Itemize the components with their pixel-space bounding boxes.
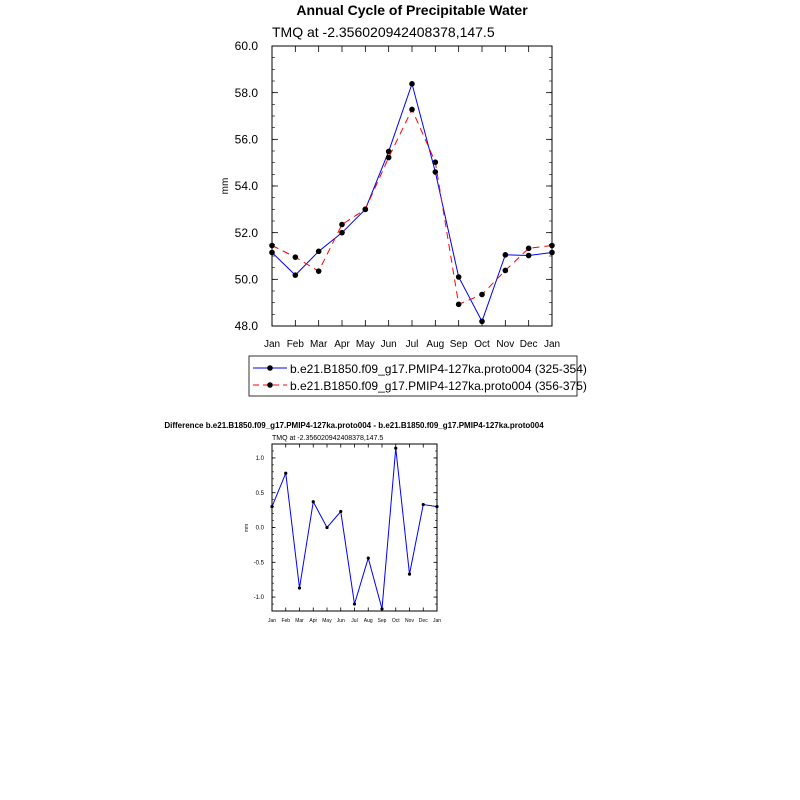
main-series-2-point bbox=[363, 207, 369, 213]
diff-chart-subtitle: TMQ at -2.356020942408378,147.5 bbox=[272, 435, 384, 442]
diff-plot-area bbox=[254, 444, 442, 624]
main-x-tick-label: Jun bbox=[380, 339, 397, 350]
main-series-2-point bbox=[503, 268, 509, 274]
main-series-2-point bbox=[339, 222, 345, 228]
main-series-1-point bbox=[409, 81, 415, 87]
main-series-1-point bbox=[456, 274, 462, 280]
main-x-tick-label: Sep bbox=[449, 339, 468, 350]
main-plot-area bbox=[235, 39, 560, 350]
main-plot-frame bbox=[272, 46, 552, 326]
main-series-1-line bbox=[272, 84, 552, 322]
diff-y-tick-label: -1.0 bbox=[253, 595, 264, 602]
main-series-2-point bbox=[456, 302, 462, 308]
diff-series-1-point bbox=[325, 526, 328, 529]
main-series-1-point bbox=[269, 250, 275, 256]
main-series-1-point bbox=[503, 252, 509, 258]
main-x-tick-label: Nov bbox=[496, 339, 515, 350]
diff-x-tick-label: Feb bbox=[281, 618, 291, 624]
main-series-1-point bbox=[339, 230, 345, 236]
diff-x-tick-label: Apr bbox=[309, 618, 318, 624]
main-series-2-point bbox=[293, 254, 299, 260]
main-y-tick-label: 52.0 bbox=[234, 225, 258, 240]
diff-y-tick-label: -0.5 bbox=[253, 560, 264, 567]
diff-y-tick-label: 0.5 bbox=[255, 490, 264, 497]
main-chart-ylabel: mm bbox=[220, 177, 231, 195]
diff-y-tick-label: 1.0 bbox=[255, 456, 264, 463]
main-x-tick-label: Mar bbox=[310, 339, 328, 350]
diff-series-1-point bbox=[367, 557, 370, 560]
main-series-2-point bbox=[269, 243, 275, 249]
diff-series-1-point bbox=[312, 500, 315, 503]
diff-series-1-point bbox=[380, 607, 383, 610]
legend-marker-series-1 bbox=[267, 365, 273, 371]
diff-chart-title: Difference b.e21.B1850.f09_g17.PMIP4-127ka.proto004 - b.e21.B1850.f09_g17.PMIP4-127ka.proto004 bbox=[164, 421, 544, 430]
diff-x-tick-label: Nov bbox=[405, 618, 414, 624]
diff-x-tick-label: Mar bbox=[295, 618, 304, 624]
diff-series-1-point bbox=[422, 503, 425, 506]
legend-label-series-2: b.e21.B1850.f09_g17.PMIP4-127ka.proto004 (356-375) bbox=[290, 379, 587, 393]
diff-plot-frame bbox=[272, 444, 437, 611]
diff-x-tick-label: Jan bbox=[432, 618, 442, 624]
main-chart-title: Annual Cycle of Precipitable Water bbox=[296, 2, 528, 18]
main-series-2-point bbox=[316, 268, 322, 274]
main-series-1-point bbox=[293, 272, 299, 278]
diff-series-1-point bbox=[435, 505, 438, 508]
main-series-2-point bbox=[549, 243, 555, 249]
main-series-2-point bbox=[526, 246, 532, 252]
main-x-tick-label: Oct bbox=[474, 339, 490, 350]
main-x-tick-label: Aug bbox=[426, 339, 445, 350]
diff-x-tick-label: Sep bbox=[377, 618, 387, 624]
main-series-1-point bbox=[316, 249, 322, 255]
main-chart-subtitle: TMQ at -2.356020942408378,147.5 bbox=[272, 24, 495, 40]
diff-series-1-point bbox=[408, 573, 411, 576]
main-y-tick-label: 60.0 bbox=[234, 39, 258, 54]
main-y-tick-label: 56.0 bbox=[234, 132, 258, 147]
main-y-tick-label: 48.0 bbox=[234, 319, 258, 334]
diff-x-tick-label: May bbox=[322, 618, 332, 624]
main-x-tick-label: Dec bbox=[519, 339, 538, 350]
main-series-2-point bbox=[386, 155, 392, 161]
main-series-2-point bbox=[479, 292, 485, 298]
main-x-tick-label: Jan bbox=[263, 339, 281, 350]
diff-y-tick-label: 0.0 bbox=[255, 525, 264, 532]
legend bbox=[249, 356, 587, 396]
main-series-2-point bbox=[409, 107, 415, 113]
diff-chart-ylabel: mm bbox=[244, 523, 250, 533]
diff-x-tick-label: Dec bbox=[418, 618, 428, 624]
diff-series-1-point bbox=[339, 510, 342, 513]
main-x-tick-label: Jul bbox=[405, 339, 419, 350]
legend-marker-series-2 bbox=[267, 382, 273, 388]
main-y-tick-label: 54.0 bbox=[234, 179, 258, 194]
legend-label-series-1: b.e21.B1850.f09_g17.PMIP4-127ka.proto004 (325-354) bbox=[290, 362, 587, 376]
main-series-2-point bbox=[433, 159, 439, 165]
main-y-tick-label: 50.0 bbox=[234, 272, 258, 287]
diff-series-1-point bbox=[270, 505, 273, 508]
diff-series-1-point bbox=[284, 472, 287, 475]
diff-series-1-point bbox=[298, 586, 301, 589]
diff-series-1-point bbox=[394, 447, 397, 450]
main-series-1-point bbox=[479, 319, 485, 325]
main-y-tick-label: 58.0 bbox=[234, 85, 258, 100]
main-series-2-line bbox=[272, 109, 552, 304]
main-x-tick-label: Jan bbox=[543, 339, 561, 350]
diff-x-tick-label: Jul bbox=[351, 618, 358, 624]
diff-x-tick-label: Jun bbox=[336, 618, 345, 624]
diff-x-tick-label: Oct bbox=[391, 618, 400, 624]
diff-series-1-point bbox=[353, 602, 356, 605]
main-x-tick-label: Apr bbox=[334, 339, 350, 350]
diff-x-tick-label: Aug bbox=[363, 618, 373, 624]
main-series-1-point bbox=[526, 253, 532, 259]
diff-series-1-line bbox=[272, 448, 437, 609]
diff-x-tick-label: Jan bbox=[267, 618, 277, 624]
main-x-tick-label: Feb bbox=[286, 339, 304, 350]
main-series-1-point bbox=[549, 250, 555, 256]
main-x-tick-label: May bbox=[355, 339, 375, 350]
